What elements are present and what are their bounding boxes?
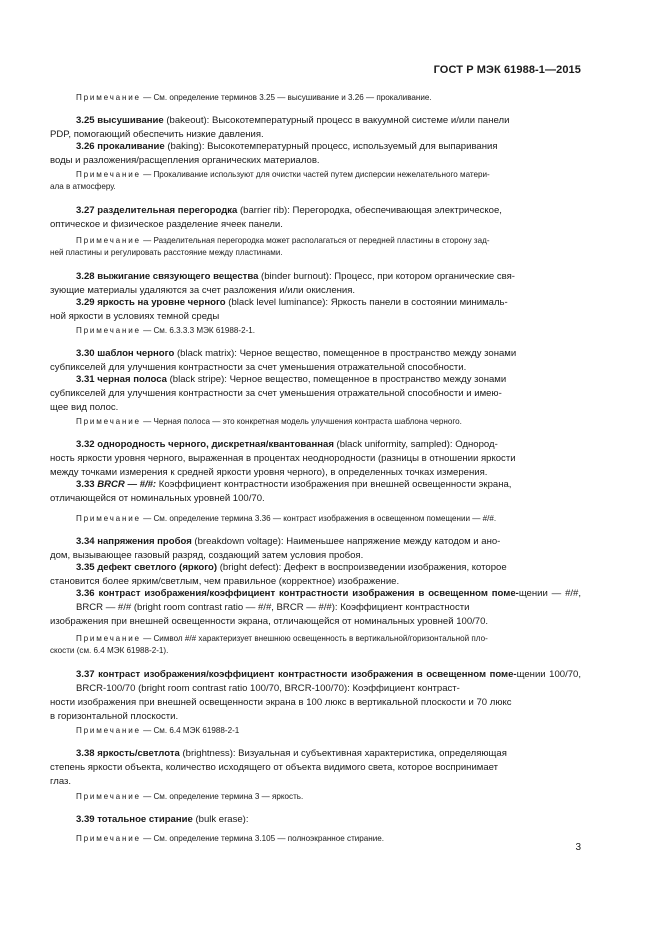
term-line: субпикселей для улучшения контрастности за счет уменьшения отражательной способности и имею-	[50, 387, 502, 399]
term-line: зующие материалы удаляются за счет разложения и/или окисления.	[50, 284, 356, 296]
note-paragraph	[76, 92, 581, 104]
term-number: 3.31	[76, 374, 98, 385]
note-line: ней пластины и регулировать расстояние между пластинами.	[50, 248, 283, 258]
document-header: ГОСТ Р МЭК 61988-1—2015	[433, 64, 581, 76]
note-line	[76, 325, 581, 337]
term-line: 3.32 однородность черного, дискретная/квантованная (black uniformity, sampled): Однород-	[76, 439, 498, 450]
term-definition	[50, 561, 581, 589]
note-line	[76, 416, 581, 428]
note-text: — См. определение термина 3.105 — полноэкранное стирание.	[140, 834, 385, 843]
term-definition	[50, 140, 581, 168]
term-line: воды и разложения/расщепления органических материалов.	[50, 154, 320, 166]
term-number: 3.26	[76, 141, 98, 152]
term-definition	[50, 373, 581, 415]
term-line: 3.29 яркость на уровне черного (black level luminance): Яркость панели в состоянии минималь-	[76, 297, 508, 308]
term-line: щее вид полос.	[50, 401, 119, 413]
term-number: 3.28	[76, 271, 98, 282]
note-paragraph	[76, 325, 581, 337]
note-line	[76, 235, 581, 247]
term-name: разделительная перегородка	[97, 205, 238, 216]
term-line: 3.35 дефект светлого (яркого) (bright defect): Дефект в воспроизведении изображения, которое	[76, 562, 507, 573]
term-number: 3.35	[76, 562, 98, 573]
note-text: — Разделительная перегородка может располагаться от передней пластины в сторону зад-	[140, 236, 490, 245]
note-text: — Черная полоса — это конкретная модель улучшения контраста шаблона черного.	[140, 417, 462, 426]
term-definition	[50, 747, 581, 789]
term-definition	[50, 478, 581, 506]
note-text: — См. определение термина 3.36 — контраст изображения в освещенном помещении — #/#.	[140, 514, 497, 523]
term-definition	[50, 535, 581, 563]
term-definition	[76, 813, 581, 827]
term-line: 3.36 контраст изображения/коэффициент контрастности изображения в освещенном поме-щении — #/#, BRCR — #/# (bright room contrast ratio — #/#, BRCR — #/#): Коэффициент контрастности	[76, 588, 581, 613]
term-line: 3.30 шаблон черного (black matrix): Черное вещество, помещенное в пространство между зонами	[76, 348, 517, 359]
term-line: 3.25 высушивание (bakeout): Высокотемпературный процесс в вакуумной системе и/или панели	[76, 115, 510, 126]
term-line: 3.28 выжигание связующего вещества (binder burnout): Процесс, при котором органические свя-	[76, 271, 515, 282]
note-line	[76, 513, 581, 525]
term-name: тотальное стирание	[97, 814, 193, 825]
term-definition	[50, 438, 581, 480]
note-paragraph	[50, 235, 581, 260]
term-number: 3.38	[76, 748, 98, 759]
term-number: 3.32	[76, 439, 98, 450]
term-definition	[50, 668, 581, 724]
term-line: PDP, помогающий обеспечить низкие давления.	[50, 128, 264, 140]
note-text: — Символ #/# характеризует внешнюю освещенность в вертикальной/горизонтальной пло-	[140, 634, 488, 643]
term-definition	[50, 204, 581, 232]
term-line: 3.26 прокаливание (baking): Высокотемпературный процесс, используемый для выпаривания	[76, 141, 498, 152]
term-line: ности изображения при внешней освещенности экрана в 100 люкс в вертикальной плоскости и 70 люкс	[50, 696, 512, 708]
term-name: яркость/светлота	[97, 748, 180, 759]
term-number: 3.33	[76, 479, 98, 490]
note-label: Примечание	[76, 93, 141, 102]
note-paragraph	[76, 791, 581, 803]
term-name: контраст изображения/коэффициент контрастности изображения в освещенном поме-	[98, 588, 519, 599]
term-name: дефект светлого (яркого)	[97, 562, 218, 573]
term-line: становится более ярким/светлым, чем правильное (корректное) изображение.	[50, 575, 400, 587]
term-name: высушивание	[97, 115, 164, 126]
term-name: BRCR — #/#:	[97, 479, 157, 490]
term-line: изображения при внешней освещенности экрана, отличающейся от номинальных уровней 100/70.	[50, 615, 489, 627]
note-label: Примечание	[76, 514, 141, 523]
note-text: — См. определение термина 3 — яркость.	[140, 792, 304, 801]
term-name: шаблон черного	[97, 348, 175, 359]
term-name: напряжения пробоя	[97, 536, 192, 547]
term-line: отличающейся от номинальных уровней 100/70.	[50, 492, 265, 504]
term-line: субпикселей для улучшения контрастности за счет уменьшения отражательной способности.	[50, 361, 467, 373]
term-number: 3.27	[76, 205, 98, 216]
term-number: 3.36	[76, 588, 99, 599]
term-number: 3.37	[76, 669, 99, 680]
term-definition	[50, 114, 581, 142]
term-line: ной яркости в условиях темной среды	[50, 310, 220, 322]
note-paragraph	[76, 725, 581, 737]
term-line: степень яркости объекта, количество исходящего от объекта видимого света, которое воспринимает	[50, 761, 499, 773]
term-line: дом, вызывающее газовый разряд, создающий затем условия пробоя.	[50, 549, 364, 561]
term-line: в горизонтальной плоскости.	[50, 710, 179, 722]
note-paragraph	[76, 833, 581, 845]
term-number: 3.30	[76, 348, 98, 359]
note-line	[76, 169, 581, 181]
note-label: Примечание	[76, 417, 141, 426]
term-name: выжигание связующего вещества	[97, 271, 259, 282]
term-line: 3.34 напряжения пробоя (breakdown voltage): Наименьшее напряжение между катодом и ано-	[76, 536, 501, 547]
note-label: Примечание	[76, 792, 141, 801]
note-text: — См. определение терминов 3.25 — высушивание и 3.26 — прокаливание.	[140, 93, 432, 102]
note-line	[76, 791, 581, 803]
note-label: Примечание	[76, 170, 141, 179]
term-line: 3.39 тотальное стирание (bulk erase):	[76, 814, 249, 825]
term-definition	[50, 587, 581, 629]
term-name: прокаливание	[97, 141, 165, 152]
note-label: Примечание	[76, 236, 141, 245]
note-paragraph	[76, 416, 581, 428]
note-paragraph	[50, 633, 581, 658]
term-definition	[50, 270, 581, 298]
note-text: — См. 6.4 МЭК 61988-2-1	[140, 726, 240, 735]
term-name: контраст изображения/коэффициент контрастности изображения в освещенном поме-	[98, 669, 517, 680]
page-number: 3	[575, 842, 581, 853]
note-line: скости (см. 6.4 МЭК 61988-2-1).	[50, 646, 169, 656]
term-line: ность яркости уровня черного, выраженная в процентах неоднородности (разницы в отношении яркости	[50, 452, 516, 464]
term-name: однородность черного, дискретная/квантованная	[97, 439, 334, 450]
note-line	[76, 633, 581, 645]
term-number: 3.29	[76, 297, 98, 308]
term-line: 3.37 контраст изображения/коэффициент контрастности изображения в освещенном поме-щении 100/70, BRCR-100/70 (bright room contrast ratio 100/70, BRCR-100/70): Коэффициент контраст-	[76, 669, 581, 694]
term-definition	[50, 296, 581, 324]
note-line	[76, 92, 581, 104]
term-number: 3.25	[76, 115, 98, 126]
term-line: оптическое и физическое разделение ячеек панели.	[50, 218, 283, 230]
term-line: 3.33 BRCR — #/#: Коэффициент контрастности изображения при внешней освещенности экрана,	[76, 479, 512, 490]
term-line: глаз.	[50, 775, 72, 787]
note-text: — Прокаливание используют для очистки частей путем дисперсии нежелательного матери-	[140, 170, 490, 179]
note-text: — См. 6.3.3.3 МЭК 61988-2-1.	[140, 326, 256, 335]
term-name: черная полоса	[97, 374, 167, 385]
note-label: Примечание	[76, 726, 141, 735]
term-line: между точками измерения к средней яркости уровня черного), в определенных точках измерения.	[50, 466, 488, 478]
term-number: 3.34	[76, 536, 98, 547]
note-paragraph	[76, 513, 581, 525]
note-line	[76, 725, 581, 737]
note-label: Примечание	[76, 634, 141, 643]
note-line	[76, 833, 581, 845]
term-number: 3.39	[76, 814, 98, 825]
term-line: 3.38 яркость/светлота (brightness): Визуальная и субъективная характеристика, определяющая	[76, 748, 507, 759]
term-line: 3.27 разделительная перегородка (barrier rib): Перегородка, обеспечивающая электрическое,	[76, 205, 502, 216]
term-line: 3.31 черная полоса (black stripe): Черное вещество, помещенное в пространство между зонами	[76, 374, 507, 385]
note-paragraph	[50, 169, 581, 194]
note-line: ала в атмосферу.	[50, 182, 116, 192]
note-label: Примечание	[76, 834, 141, 843]
term-definition	[50, 347, 581, 375]
note-label: Примечание	[76, 326, 141, 335]
term-name: яркость на уровне черного	[97, 297, 226, 308]
